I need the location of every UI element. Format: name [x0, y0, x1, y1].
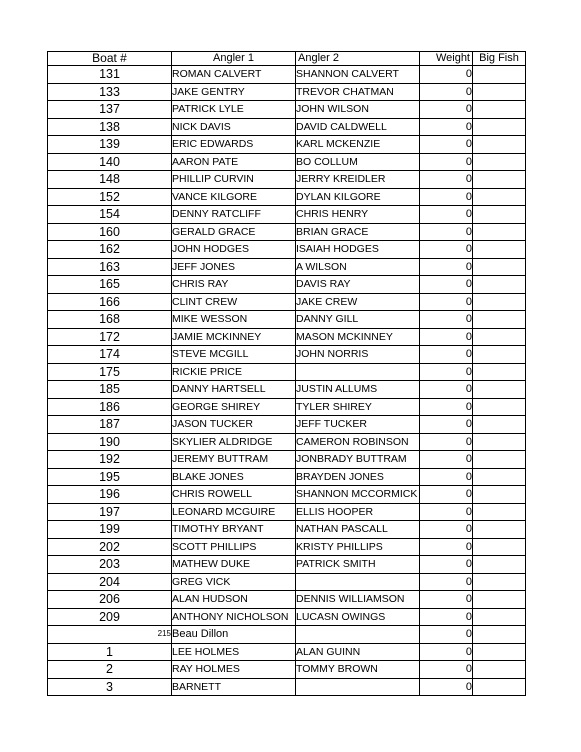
angler-1-cell: PHILLIP CURVIN	[172, 171, 296, 189]
boat-number-header: Boat #	[48, 52, 172, 66]
big-fish-cell	[473, 136, 526, 154]
weight-cell: 0	[420, 433, 473, 451]
weight-cell: 0	[420, 346, 473, 364]
weight-cell: 0	[420, 416, 473, 434]
boat-number-cell: 168	[48, 311, 172, 329]
big-fish-cell	[473, 118, 526, 136]
weight-cell: 0	[420, 293, 473, 311]
angler-1-cell: TIMOTHY BRYANT	[172, 521, 296, 539]
boat-number-cell: 174	[48, 346, 172, 364]
big-fish-cell	[473, 416, 526, 434]
boat-number-cell: 202	[48, 538, 172, 556]
angler-1-cell: NICK DAVIS	[172, 118, 296, 136]
big-fish-cell	[473, 486, 526, 504]
big-fish-cell	[473, 661, 526, 679]
weight-cell: 0	[420, 276, 473, 294]
boat-number-cell: 190	[48, 433, 172, 451]
table-row	[48, 223, 526, 241]
weight-cell: 0	[420, 608, 473, 626]
table-row	[48, 276, 526, 294]
boat-number-cell: 192	[48, 451, 172, 469]
table-row	[48, 398, 526, 416]
angler-2-cell: ISAIAH HODGES	[296, 241, 420, 259]
big-fish-cell	[473, 398, 526, 416]
angler-2-cell: A WILSON	[296, 258, 420, 276]
big-fish-cell	[473, 346, 526, 364]
table-body	[48, 66, 526, 696]
weight-cell: 0	[420, 171, 473, 189]
angler-2-cell: ALAN GUINN	[296, 643, 420, 661]
weight-cell: 0	[420, 678, 473, 696]
angler-2-cell: TOMMY BROWN	[296, 661, 420, 679]
weight-cell: 0	[420, 223, 473, 241]
table-row	[48, 258, 526, 276]
table-row	[48, 153, 526, 171]
boat-number-cell: 131	[48, 66, 172, 84]
angler-1-cell: STEVE MCGILL	[172, 346, 296, 364]
angler-2-cell: JUSTIN ALLUMS	[296, 381, 420, 399]
big-fish-cell	[473, 153, 526, 171]
table-row	[48, 118, 526, 136]
big-fish-cell	[473, 83, 526, 101]
boat-number-cell: 133	[48, 83, 172, 101]
boat-number-cell: 209	[48, 608, 172, 626]
weight-cell: 0	[420, 643, 473, 661]
weight-cell: 0	[420, 206, 473, 224]
results-table	[47, 51, 526, 696]
angler-1-cell: JEREMY BUTTRAM	[172, 451, 296, 469]
table-row	[48, 643, 526, 661]
angler-2-cell: TREVOR CHATMAN	[296, 83, 420, 101]
angler-1-cell: GERALD GRACE	[172, 223, 296, 241]
table-row	[48, 433, 526, 451]
table-row	[48, 468, 526, 486]
big-fish-cell	[473, 433, 526, 451]
boat-number-cell: 206	[48, 591, 172, 609]
big-fish-cell	[473, 311, 526, 329]
angler-1-cell: DENNY RATCLIFF	[172, 206, 296, 224]
angler-2-cell: DYLAN KILGORE	[296, 188, 420, 206]
table-row	[48, 381, 526, 399]
big-fish-cell	[473, 643, 526, 661]
table-row	[48, 661, 526, 679]
boat-number-cell: 154	[48, 206, 172, 224]
weight-cell: 0	[420, 83, 473, 101]
angler-1-cell: ANTHONY NICHOLSON	[172, 608, 296, 626]
angler-1-cell: JAKE GENTRY	[172, 83, 296, 101]
angler-2-cell: JERRY KREIDLER	[296, 171, 420, 189]
angler-1-cell: RAY HOLMES	[172, 661, 296, 679]
angler-1-cell: JAMIE MCKINNEY	[172, 328, 296, 346]
angler-1-cell: CHRIS ROWELL	[172, 486, 296, 504]
big-fish-cell	[473, 258, 526, 276]
weight-cell: 0	[420, 521, 473, 539]
weight-cell: 0	[420, 136, 473, 154]
boat-number-cell: 2	[48, 661, 172, 679]
weight-cell: 0	[420, 398, 473, 416]
boat-number-cell: 139	[48, 136, 172, 154]
angler-2-cell: BO COLLUM	[296, 153, 420, 171]
table-row	[48, 136, 526, 154]
table-row	[48, 188, 526, 206]
weight-cell: 0	[420, 153, 473, 171]
angler-1-cell: BLAKE JONES	[172, 468, 296, 486]
boat-number-cell: 204	[48, 573, 172, 591]
angler-2-cell: CAMERON ROBINSON	[296, 433, 420, 451]
big-fish-cell	[473, 556, 526, 574]
boat-number-cell: 187	[48, 416, 172, 434]
weight-cell: 0	[420, 626, 473, 644]
big-fish-cell	[473, 538, 526, 556]
weight-cell: 0	[420, 258, 473, 276]
angler-2-cell	[296, 573, 420, 591]
angler-2-cell	[296, 626, 420, 644]
weight-cell: 0	[420, 118, 473, 136]
big-fish-cell	[473, 223, 526, 241]
big-fish-cell	[473, 381, 526, 399]
big-fish-cell	[473, 363, 526, 381]
boat-number-cell: 160	[48, 223, 172, 241]
angler-1-cell: LEONARD MCGUIRE	[172, 503, 296, 521]
boat-number-cell: 163	[48, 258, 172, 276]
angler-2-cell: BRAYDEN JONES	[296, 468, 420, 486]
angler-1-cell: SKYLIER ALDRIDGE	[172, 433, 296, 451]
angler-2-cell	[296, 678, 420, 696]
weight-cell: 0	[420, 451, 473, 469]
angler-2-cell: PATRICK SMITH	[296, 556, 420, 574]
big-fish-cell	[473, 188, 526, 206]
weight-header: Weight	[420, 52, 473, 66]
table-row	[48, 503, 526, 521]
big-fish-cell	[473, 608, 526, 626]
boat-number-cell: 137	[48, 101, 172, 119]
angler-2-cell: BRIAN GRACE	[296, 223, 420, 241]
angler-1-cell: ROMAN CALVERT	[172, 66, 296, 84]
angler-2-cell: SHANNON MCCORMICK	[296, 486, 420, 504]
angler-2-cell: KRISTY PHILLIPS	[296, 538, 420, 556]
weight-cell: 0	[420, 66, 473, 84]
angler-1-cell: BARNETT	[172, 678, 296, 696]
big-fish-cell	[473, 503, 526, 521]
boat-number-cell: 196	[48, 486, 172, 504]
angler-2-cell: KARL MCKENZIE	[296, 136, 420, 154]
angler-1-cell: MATHEW DUKE	[172, 556, 296, 574]
angler-2-cell: MASON MCKINNEY	[296, 328, 420, 346]
big-fish-cell	[473, 101, 526, 119]
big-fish-cell	[473, 521, 526, 539]
table-row	[48, 591, 526, 609]
angler-1-header: Angler 1	[172, 52, 296, 66]
table-row	[48, 608, 526, 626]
big-fish-cell	[473, 66, 526, 84]
weight-cell: 0	[420, 556, 473, 574]
big-fish-cell	[473, 241, 526, 259]
weight-cell: 0	[420, 661, 473, 679]
boat-number-cell: 165	[48, 276, 172, 294]
weight-cell: 0	[420, 503, 473, 521]
angler-2-cell: NATHAN PASCALL	[296, 521, 420, 539]
boat-number-cell: 138	[48, 118, 172, 136]
angler-1-cell: ALAN HUDSON	[172, 591, 296, 609]
angler-2-cell: DAVID CALDWELL	[296, 118, 420, 136]
big-fish-cell	[473, 451, 526, 469]
boat-number-cell: 152	[48, 188, 172, 206]
weight-cell: 0	[420, 486, 473, 504]
weight-cell: 0	[420, 468, 473, 486]
table-row	[48, 678, 526, 696]
table-row	[48, 171, 526, 189]
angler-2-cell: DANNY GILL	[296, 311, 420, 329]
boat-number-cell: 215	[48, 626, 172, 644]
table-row	[48, 416, 526, 434]
table-row	[48, 328, 526, 346]
boat-number-cell: 162	[48, 241, 172, 259]
angler-1-cell: DANNY HARTSELL	[172, 381, 296, 399]
boat-number-cell: 195	[48, 468, 172, 486]
big-fish-cell	[473, 678, 526, 696]
table-row	[48, 451, 526, 469]
angler-1-cell: LEE HOLMES	[172, 643, 296, 661]
weight-cell: 0	[420, 328, 473, 346]
angler-1-cell: GREG VICK	[172, 573, 296, 591]
table-row	[48, 538, 526, 556]
angler-2-cell: TYLER SHIREY	[296, 398, 420, 416]
angler-2-cell: JOHN NORRIS	[296, 346, 420, 364]
header-row	[48, 52, 526, 66]
weight-cell: 0	[420, 311, 473, 329]
angler-2-cell: DAVIS RAY	[296, 276, 420, 294]
boat-number-cell: 1	[48, 643, 172, 661]
angler-2-cell: CHRIS HENRY	[296, 206, 420, 224]
angler-1-cell: SCOTT PHILLIPS	[172, 538, 296, 556]
angler-1-cell: Beau Dillon	[172, 626, 296, 644]
table-row	[48, 521, 526, 539]
boat-number-cell: 3	[48, 678, 172, 696]
angler-1-cell: MIKE WESSON	[172, 311, 296, 329]
big-fish-cell	[473, 293, 526, 311]
angler-1-cell: JOHN HODGES	[172, 241, 296, 259]
big-fish-header: Big Fish	[473, 52, 526, 66]
angler-2-cell: JOHN WILSON	[296, 101, 420, 119]
table-row	[48, 293, 526, 311]
angler-1-cell: JEFF JONES	[172, 258, 296, 276]
table-row	[48, 556, 526, 574]
table-row	[48, 241, 526, 259]
angler-1-cell: AARON PATE	[172, 153, 296, 171]
big-fish-cell	[473, 573, 526, 591]
big-fish-cell	[473, 276, 526, 294]
angler-1-cell: JASON TUCKER	[172, 416, 296, 434]
angler-2-cell: SHANNON CALVERT	[296, 66, 420, 84]
angler-2-cell: JAKE CREW	[296, 293, 420, 311]
table-row	[48, 206, 526, 224]
big-fish-cell	[473, 328, 526, 346]
boat-number-cell: 185	[48, 381, 172, 399]
big-fish-cell	[473, 171, 526, 189]
angler-2-header: Angler 2	[296, 52, 420, 66]
angler-1-cell: CHRIS RAY	[172, 276, 296, 294]
angler-1-cell: RICKIE PRICE	[172, 363, 296, 381]
boat-number-cell: 203	[48, 556, 172, 574]
weight-cell: 0	[420, 538, 473, 556]
boat-number-cell: 148	[48, 171, 172, 189]
boat-number-cell: 186	[48, 398, 172, 416]
table-row	[48, 626, 526, 644]
table-row	[48, 486, 526, 504]
table-row	[48, 573, 526, 591]
boat-number-cell: 172	[48, 328, 172, 346]
weight-cell: 0	[420, 101, 473, 119]
table-row	[48, 66, 526, 84]
angler-2-cell: JONBRADY BUTTRAM	[296, 451, 420, 469]
table-row	[48, 311, 526, 329]
weight-cell: 0	[420, 188, 473, 206]
weight-cell: 0	[420, 363, 473, 381]
angler-2-cell: ELLIS HOOPER	[296, 503, 420, 521]
table-row	[48, 346, 526, 364]
big-fish-cell	[473, 468, 526, 486]
big-fish-cell	[473, 591, 526, 609]
table-row	[48, 101, 526, 119]
weight-cell: 0	[420, 591, 473, 609]
weight-cell: 0	[420, 573, 473, 591]
weight-cell: 0	[420, 241, 473, 259]
angler-1-cell: ERIC EDWARDS	[172, 136, 296, 154]
table-row	[48, 363, 526, 381]
angler-1-cell: PATRICK LYLE	[172, 101, 296, 119]
boat-number-cell: 197	[48, 503, 172, 521]
boat-number-cell: 166	[48, 293, 172, 311]
angler-1-cell: VANCE KILGORE	[172, 188, 296, 206]
boat-number-cell: 175	[48, 363, 172, 381]
angler-1-cell: CLINT CREW	[172, 293, 296, 311]
angler-2-cell: DENNIS WILLIAMSON	[296, 591, 420, 609]
boat-number-cell: 140	[48, 153, 172, 171]
boat-number-cell: 199	[48, 521, 172, 539]
angler-1-cell: GEORGE SHIREY	[172, 398, 296, 416]
angler-2-cell	[296, 363, 420, 381]
big-fish-cell	[473, 626, 526, 644]
angler-2-cell: LUCASN OWINGS	[296, 608, 420, 626]
big-fish-cell	[473, 206, 526, 224]
angler-2-cell: JEFF TUCKER	[296, 416, 420, 434]
weight-cell: 0	[420, 381, 473, 399]
table-row	[48, 83, 526, 101]
